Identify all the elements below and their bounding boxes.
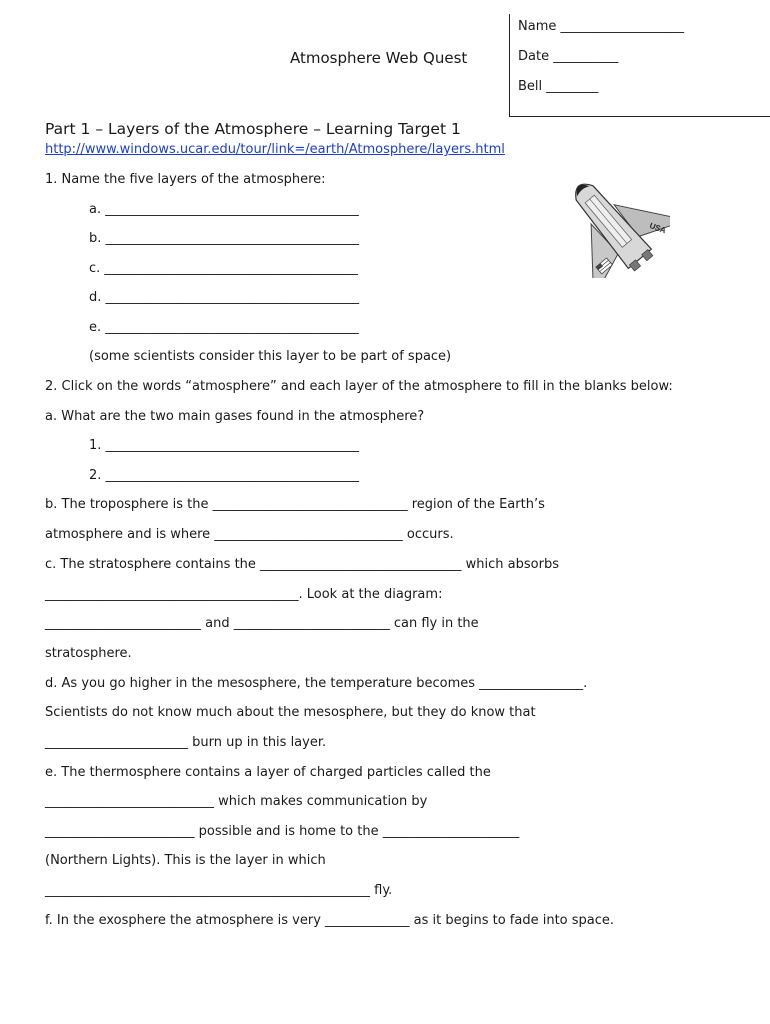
q2-prompt: 2. Click on the words “atmosphere” and each layer of the atmosphere to fill in the blanks below: — [45, 379, 673, 394]
q1-prompt: 1. Name the five layers of the atmosphere: — [45, 172, 326, 187]
q2c-line4: stratosphere. — [45, 646, 132, 661]
name-field[interactable]: Name ___________________ — [518, 19, 684, 34]
q1-blank-e[interactable]: e. _______________________________________ — [89, 320, 359, 335]
q2a-blank-1[interactable]: 1. _______________________________________ — [89, 438, 360, 453]
date-field[interactable]: Date __________ — [518, 49, 619, 64]
q2c-line2[interactable]: _______________________________________. Look at the diagram: — [45, 587, 443, 602]
shuttle-usa-text: USA — [648, 221, 668, 236]
q1-blank-b[interactable]: b. _______________________________________ — [89, 231, 360, 246]
q1-blank-c[interactable]: c. _______________________________________ — [89, 261, 358, 276]
bell-field[interactable]: Bell ________ — [518, 79, 599, 94]
q2b-line2[interactable]: atmosphere and is where _____________________________ occurs. — [45, 527, 454, 542]
q2b-line1[interactable]: b. The troposphere is the ______________________________ region of the Earth’s — [45, 497, 545, 512]
space-shuttle-image — [548, 166, 670, 278]
q2e-line5[interactable]: __________________________________________________ fly. — [45, 883, 393, 898]
q2a-prompt: a. What are the two main gases found in the atmosphere? — [45, 409, 425, 424]
q2c-line1[interactable]: c. The stratosphere contains the _______________________________ which absorbs — [45, 557, 559, 572]
q2e-line4: (Northern Lights). This is the layer in which — [45, 853, 326, 868]
q2f-line1[interactable]: f. In the exosphere the atmosphere is very _____________ as it begins to fade into space. — [45, 913, 615, 928]
part1-heading: Part 1 – Layers of the Atmosphere – Learning Target 1 — [45, 120, 461, 138]
q1-blank-a[interactable]: a. _______________________________________ — [89, 202, 359, 217]
q2c-line3[interactable]: ________________________ and ________________________ can fly in the — [45, 616, 479, 631]
layers-link[interactable]: http://www.windows.ucar.edu/tour/link=/earth/Atmosphere/layers.html — [45, 142, 505, 157]
q2e-line2[interactable]: __________________________ which makes communication by — [45, 794, 428, 809]
q2d-line3[interactable]: ______________________ burn up in this layer. — [45, 735, 327, 750]
q2d-line2: Scientists do not know much about the mesosphere, but they do know that — [45, 705, 536, 720]
q2e-line1: e. The thermosphere contains a layer of charged particles called the — [45, 765, 491, 780]
q2a-blank-2[interactable]: 2. _______________________________________ — [89, 468, 360, 483]
q1-note: (some scientists consider this layer to be part of space) — [89, 349, 452, 364]
q1-blank-d[interactable]: d. _______________________________________ — [89, 290, 360, 305]
q2e-line3[interactable]: _______________________ possible and is home to the _____________________ — [45, 824, 520, 839]
q2d-line1[interactable]: d. As you go higher in the mesosphere, the temperature becomes ________________. — [45, 676, 588, 691]
page-title: Atmosphere Web Quest — [290, 49, 468, 67]
